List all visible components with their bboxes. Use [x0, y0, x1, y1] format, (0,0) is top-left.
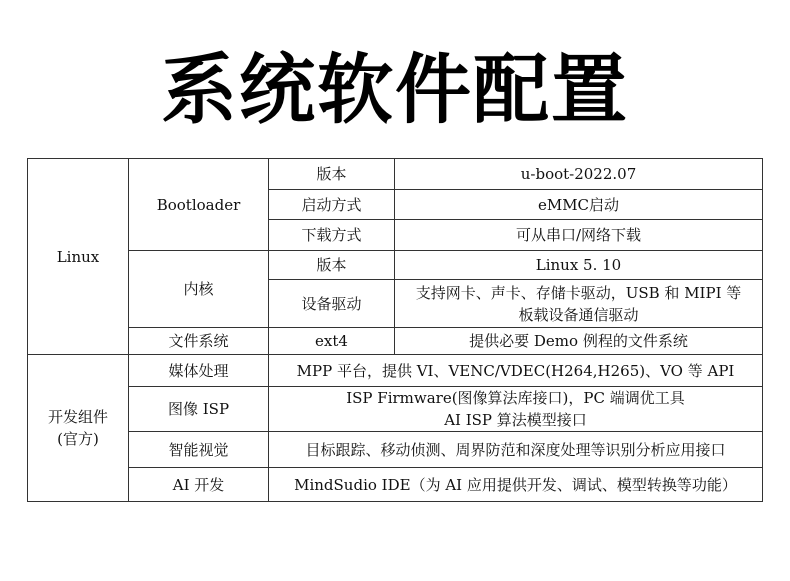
value-cell: u-boot-2022.07	[395, 159, 763, 190]
table-row	[28, 328, 763, 355]
component-media: 媒体处理	[129, 355, 269, 387]
key-cell: 启动方式	[269, 190, 395, 220]
table-row	[28, 432, 763, 468]
category-dev-components	[28, 355, 129, 502]
component-filesystem: 文件系统	[129, 328, 269, 355]
key-cell: 版本	[269, 251, 395, 280]
category-label: 开发组件	[47, 408, 108, 426]
value-cell	[269, 387, 763, 432]
component-vision: 智能视觉	[129, 432, 269, 468]
key-cell: ext4	[269, 328, 395, 355]
table-row	[28, 159, 763, 190]
value-cell: eMMC启动	[395, 190, 763, 220]
key-cell: 设备驱动	[269, 280, 395, 328]
value-line: AI ISP 算法模型接口	[444, 411, 587, 429]
value-line: 板载设备通信驱动	[518, 305, 639, 324]
value-line: 支持网卡、声卡、存储卡驱动，USB 和 MIPI 等	[415, 283, 742, 302]
component-bootloader: Bootloader	[129, 159, 269, 251]
value-cell: 可从串口/网络下载	[395, 220, 763, 251]
key-cell: 下载方式	[269, 220, 395, 251]
value-cell: MPP 平台，提供 VI、VENC/VDEC(H264,H265)、VO 等 API	[269, 355, 763, 387]
table-row	[28, 468, 763, 502]
page-title: 系统软件配置	[161, 45, 629, 134]
value-cell: MindSudio IDE（为 AI 应用提供开发、调试、模型转换等功能）	[269, 468, 763, 502]
value-cell: 目标跟踪、移动侦测、周界防范和深度处理等识别分析应用接口	[269, 432, 763, 468]
component-isp: 图像 ISP	[129, 387, 269, 432]
table-row	[28, 251, 763, 280]
value-line: ISP Firmware(图像算法库接口)，PC 端调优工具	[346, 389, 685, 407]
table-row	[28, 387, 763, 432]
key-cell: 版本	[269, 159, 395, 190]
value-cell	[395, 280, 763, 328]
category-linux: Linux	[28, 159, 129, 355]
value-cell: Linux 5. 10	[395, 251, 763, 280]
category-sublabel: (官方)	[57, 430, 99, 448]
table-row	[28, 355, 763, 387]
component-kernel: 内核	[129, 251, 269, 328]
component-ai: AI 开发	[129, 468, 269, 502]
software-config-table	[27, 158, 763, 502]
value-cell: 提供必要 Demo 例程的文件系统	[395, 328, 763, 355]
